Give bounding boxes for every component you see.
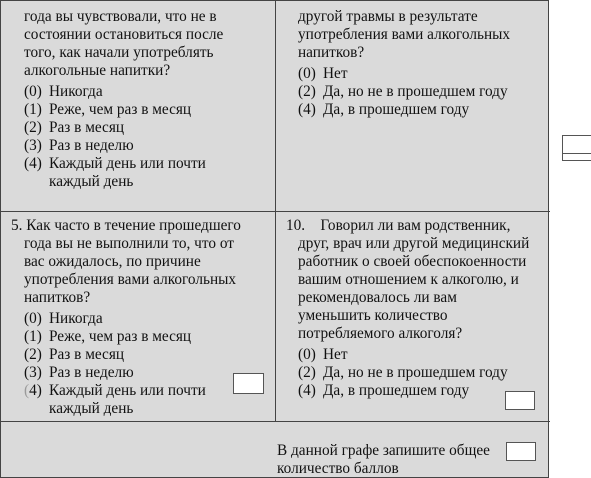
question-line: вас ожидалось, по причине: [24, 253, 201, 270]
answer-option[interactable]: [24, 346, 269, 364]
option-label: Раз в неделю: [49, 364, 134, 381]
option-label: Нет: [323, 346, 348, 363]
question-line: рекомендовалось ли вам: [298, 289, 457, 306]
answer-option[interactable]: [298, 101, 543, 119]
answer-option[interactable]: [298, 83, 543, 101]
question-line: года вы не выполнили то, что от: [24, 235, 234, 252]
question-line: работник о своей обеспокоенности: [298, 253, 527, 270]
answer-option[interactable]: [298, 65, 543, 83]
option-label: Реже, чем раз в месяц: [49, 328, 192, 345]
question-line: уменьшить количество: [298, 307, 448, 324]
option-label: Никогда: [49, 310, 103, 327]
question-line: потребляемого алкоголя?: [298, 325, 463, 342]
question-line: 5. Как часто в течение прошедшего: [11, 217, 241, 234]
option-label: Реже, чем раз в месяц: [49, 101, 192, 118]
option-number-rest: 4): [29, 382, 42, 399]
option-label: Раз в месяц: [49, 346, 125, 363]
question-cell-10: [286, 217, 548, 400]
question-text: [298, 8, 543, 62]
side-box-divider: [563, 153, 591, 154]
option-label: Да, в прошедшем году: [323, 382, 470, 399]
answer-options: [11, 310, 269, 418]
question-line: напитков?: [298, 44, 365, 61]
answer-option[interactable]: [24, 328, 269, 346]
question-line: алкогольные напитки?: [24, 62, 171, 79]
total-score-instruction: [277, 442, 517, 478]
option-number: [24, 382, 49, 400]
option-number: (0): [24, 83, 42, 100]
question-line: друг, врач или другой медицинский: [298, 235, 530, 252]
answer-option[interactable]: [24, 101, 269, 119]
option-number: (3): [24, 137, 42, 154]
question-line: напитков?: [24, 289, 91, 306]
option-label: Раз в месяц: [49, 119, 125, 136]
question-cell-top-left: [24, 8, 269, 191]
option-label-continuation: каждый день: [49, 173, 134, 190]
side-score-box[interactable]: [562, 135, 591, 161]
option-label: Никогда: [49, 83, 103, 100]
option-number: (4): [298, 382, 316, 399]
answer-options: [24, 83, 269, 191]
option-number: (0): [298, 65, 316, 82]
question-cell-5: [11, 217, 269, 418]
answer-option[interactable]: [24, 137, 269, 155]
question-text: [286, 217, 548, 343]
row-divider: [1, 421, 550, 422]
option-label: Нет: [323, 65, 348, 82]
option-number: (2): [298, 83, 316, 100]
score-box-q10[interactable]: [505, 391, 535, 410]
question-text: [24, 8, 269, 80]
answer-option[interactable]: [24, 119, 269, 137]
answer-option[interactable]: [298, 346, 548, 364]
option-number: (2): [24, 346, 42, 363]
option-label: Каждый день или почти: [49, 155, 206, 172]
option-number: (2): [24, 119, 42, 136]
answer-option[interactable]: [24, 83, 269, 101]
option-label: Раз в неделю: [49, 137, 134, 154]
option-number: (3): [24, 364, 42, 381]
option-number: (0): [298, 346, 316, 363]
question-line: года вы чувствовали, что не в: [24, 8, 217, 25]
question-line: употребления вами алкогольных: [298, 26, 511, 43]
question-text: [11, 217, 269, 307]
option-number: (0): [24, 310, 42, 327]
option-number: (1): [24, 101, 42, 118]
option-label: Да, в прошедшем году: [323, 101, 470, 118]
question-line: вашим отношением к алкоголю, и: [298, 271, 519, 288]
question-cell-top-right: [298, 8, 543, 119]
question-line: употребления вами алкогольных: [24, 271, 237, 288]
answer-option[interactable]: [298, 364, 548, 382]
answer-options: [298, 65, 543, 119]
row-divider: [1, 211, 550, 212]
option-label: Да, но не в прошедшем году: [323, 83, 508, 100]
total-instruction-line: количество баллов: [277, 460, 399, 477]
option-number: (4): [24, 155, 42, 172]
option-number-paren: (: [24, 382, 30, 399]
total-score-box[interactable]: [506, 442, 536, 461]
question-line: состоянии остановиться после: [24, 26, 224, 43]
option-number: (4): [298, 101, 316, 118]
question-line: того, как начали употреблять: [24, 44, 214, 61]
option-number: (1): [24, 328, 42, 345]
option-label-continuation: каждый день: [49, 400, 134, 417]
option-label: Да, но не в прошедшем году: [323, 364, 508, 381]
option-label: Каждый день или почти: [49, 382, 206, 399]
question-line: другой травмы в результате: [298, 8, 478, 25]
question-line: 10. Говорил ли вам родственник,: [286, 217, 511, 234]
score-box-q5[interactable]: [233, 373, 264, 394]
option-number: (2): [298, 364, 316, 381]
answer-option[interactable]: [24, 155, 269, 173]
total-instruction-line: В данной графе запишите общее: [277, 442, 490, 459]
answer-option[interactable]: [24, 310, 269, 328]
